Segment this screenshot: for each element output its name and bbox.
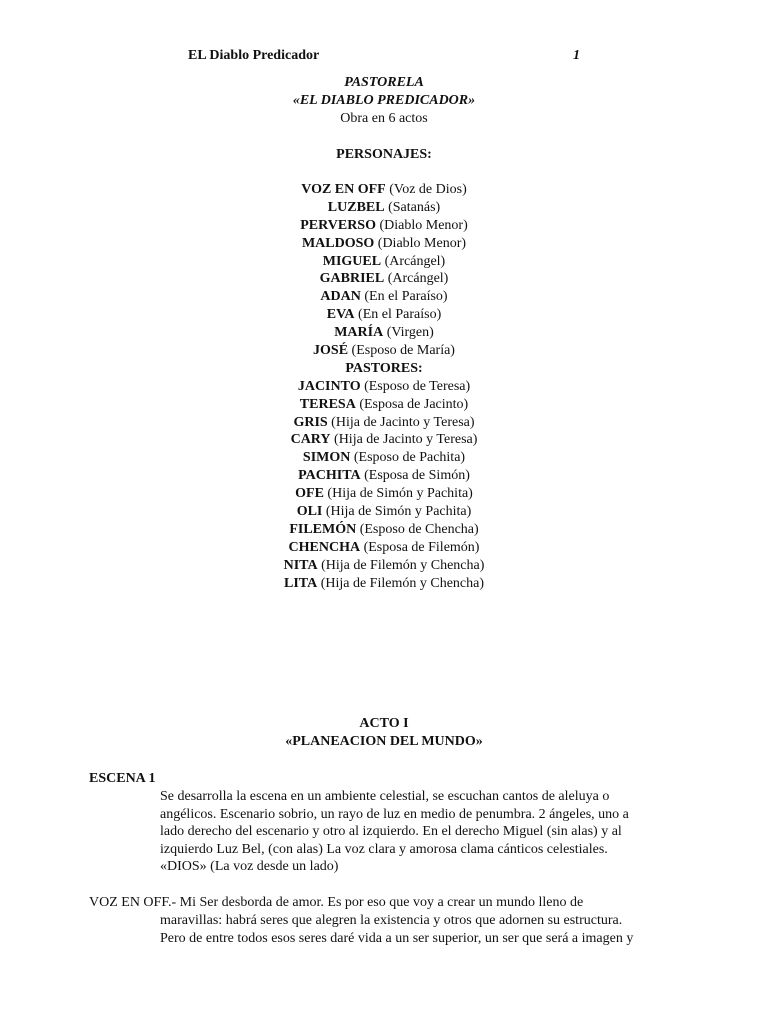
cast-entry (0, 217, 768, 235)
cast-description: (Hija de Simón y Pachita) (322, 504, 472, 520)
cast-description: (Hija de Filemón y Chencha) (317, 557, 485, 573)
cast-entry (0, 306, 768, 324)
cast-entry (0, 449, 768, 467)
cast-description: (Esposo de María) (348, 343, 455, 359)
cast-description: (Satanás) (384, 199, 441, 215)
cast-entry (0, 342, 768, 360)
cast-name: CARY (290, 432, 331, 448)
cast-description: (Esposa de Filemón) (360, 539, 480, 555)
cast-name: ADAN (320, 289, 361, 305)
cast-name: FILEMÓN (289, 521, 357, 537)
cast-entry (0, 181, 768, 199)
cast-entry (0, 396, 768, 414)
cast-description: (Esposo de Pachita) (350, 450, 466, 466)
cast-name: MARÍA (334, 325, 384, 341)
cast-name: LITA (284, 575, 318, 591)
act-heading (0, 715, 768, 751)
dialogue-first-line: VOZ EN OFF.- Mi Ser desborda de amor. Es por eso que voy a crear un mundo lleno de (89, 895, 584, 910)
cast-description: (Hija de Simón y Pachita) (323, 486, 473, 502)
cast-entry (0, 270, 768, 288)
header-title: EL Diablo Predicador (188, 48, 320, 63)
cast-name: TERESA (299, 396, 356, 412)
play-subtitle: Obra en 6 actos (340, 111, 428, 126)
dialogue-continuation (160, 912, 720, 947)
cast-entry (0, 199, 768, 217)
cast-name: SIMON (302, 450, 351, 466)
cast-description: (En el Paraíso) (354, 307, 442, 323)
cast-description: (Esposo de Teresa) (360, 378, 471, 394)
cast-name: PACHITA (298, 468, 361, 484)
cast-name: CHENCHA (288, 539, 361, 555)
cast-description: (Arcángel) (381, 253, 446, 269)
cast-name: VOZ EN OFF (301, 182, 386, 197)
cast-name: PASTORES: (345, 360, 423, 376)
text-line: izquierdo Luz Bel, (con alas) La voz clara y amorosa clama cánticos celestiales. (160, 841, 608, 857)
cast-entry (0, 360, 768, 378)
cast-name: EVA (326, 307, 355, 323)
text-line: angélicos. Escenario sobrio, un rayo de luz en medio de penumbra. 2 ángeles, uno a (160, 806, 629, 822)
cast-entry (0, 431, 768, 449)
cast-description: (Voz de Dios) (385, 182, 467, 197)
cast-description: (Hija de Jacinto y Teresa) (327, 414, 475, 430)
cast-name: GABRIEL (319, 271, 385, 287)
cast-description: (En el Paraíso) (360, 289, 448, 305)
play-title: «EL DIABLO PREDICADOR» (292, 93, 476, 108)
cast-name: OFE (295, 486, 324, 502)
cast-description: (Diablo Menor) (375, 217, 468, 233)
scene-description (160, 788, 720, 876)
cast-entry (0, 378, 768, 396)
cast-name: OLI (296, 504, 323, 520)
cast-description: (Hija de Filemón y Chencha) (317, 575, 484, 591)
cast-name: JOSÉ (313, 343, 349, 359)
cast-name: PERVERSO (300, 217, 376, 233)
personajes-heading: PERSONAJES: (336, 147, 432, 162)
text-line: «DIOS» (La voz desde un lado) (160, 859, 339, 875)
cast-description: (Esposa de Jacinto) (355, 396, 469, 412)
scene-label: ESCENA 1 (89, 771, 156, 786)
cast-entry (0, 235, 768, 253)
cast-description: (Hija de Jacinto y Teresa) (330, 432, 478, 448)
cast-entry (0, 521, 768, 539)
cast-entry (0, 288, 768, 306)
text-line: lado derecho del escenario y otro al izquierdo. En el derecho Miguel (sin alas) y al (160, 824, 622, 840)
cast-entry (0, 539, 768, 557)
text-line: Se desarrolla la escena en un ambiente celestial, se escuchan cantos de aleluya o (160, 789, 610, 804)
cast-entry (0, 414, 768, 432)
cast-entry (0, 253, 768, 271)
cast-entry (0, 485, 768, 503)
text-line: Pero de entre todos esos seres daré vida a un ser superior, un ser que será a imagen y (160, 930, 634, 946)
title-block (0, 74, 768, 128)
cast-description: (Arcángel) (384, 271, 449, 287)
cast-name: GRIS (293, 414, 328, 430)
cast-description: (Esposa de Simón) (360, 468, 470, 484)
play-type: PASTORELA (344, 75, 424, 90)
cast-description: (Esposo de Chencha) (356, 521, 479, 537)
page-number: 1 (573, 48, 580, 63)
cast-description: (Virgen) (383, 325, 434, 341)
cast-description: (Diablo Menor) (374, 235, 467, 251)
cast-name: MALDOSO (301, 235, 375, 251)
cast-entry (0, 503, 768, 521)
cast-entry (0, 557, 768, 575)
act-title: «PLANEACION DEL MUNDO» (285, 734, 483, 749)
cast-entry (0, 467, 768, 485)
running-header (188, 47, 580, 65)
cast-entry (0, 575, 768, 593)
cast-list (0, 181, 768, 592)
text-line: maravillas: habrá seres que alegren la existencia y otros que adornen su estructura. (160, 913, 623, 928)
cast-name: MIGUEL (322, 253, 382, 269)
cast-name: JACINTO (297, 378, 361, 394)
cast-entry (0, 324, 768, 342)
cast-name: NITA (283, 557, 318, 573)
act-number: ACTO I (359, 716, 409, 731)
cast-name: LUZBEL (327, 199, 385, 215)
